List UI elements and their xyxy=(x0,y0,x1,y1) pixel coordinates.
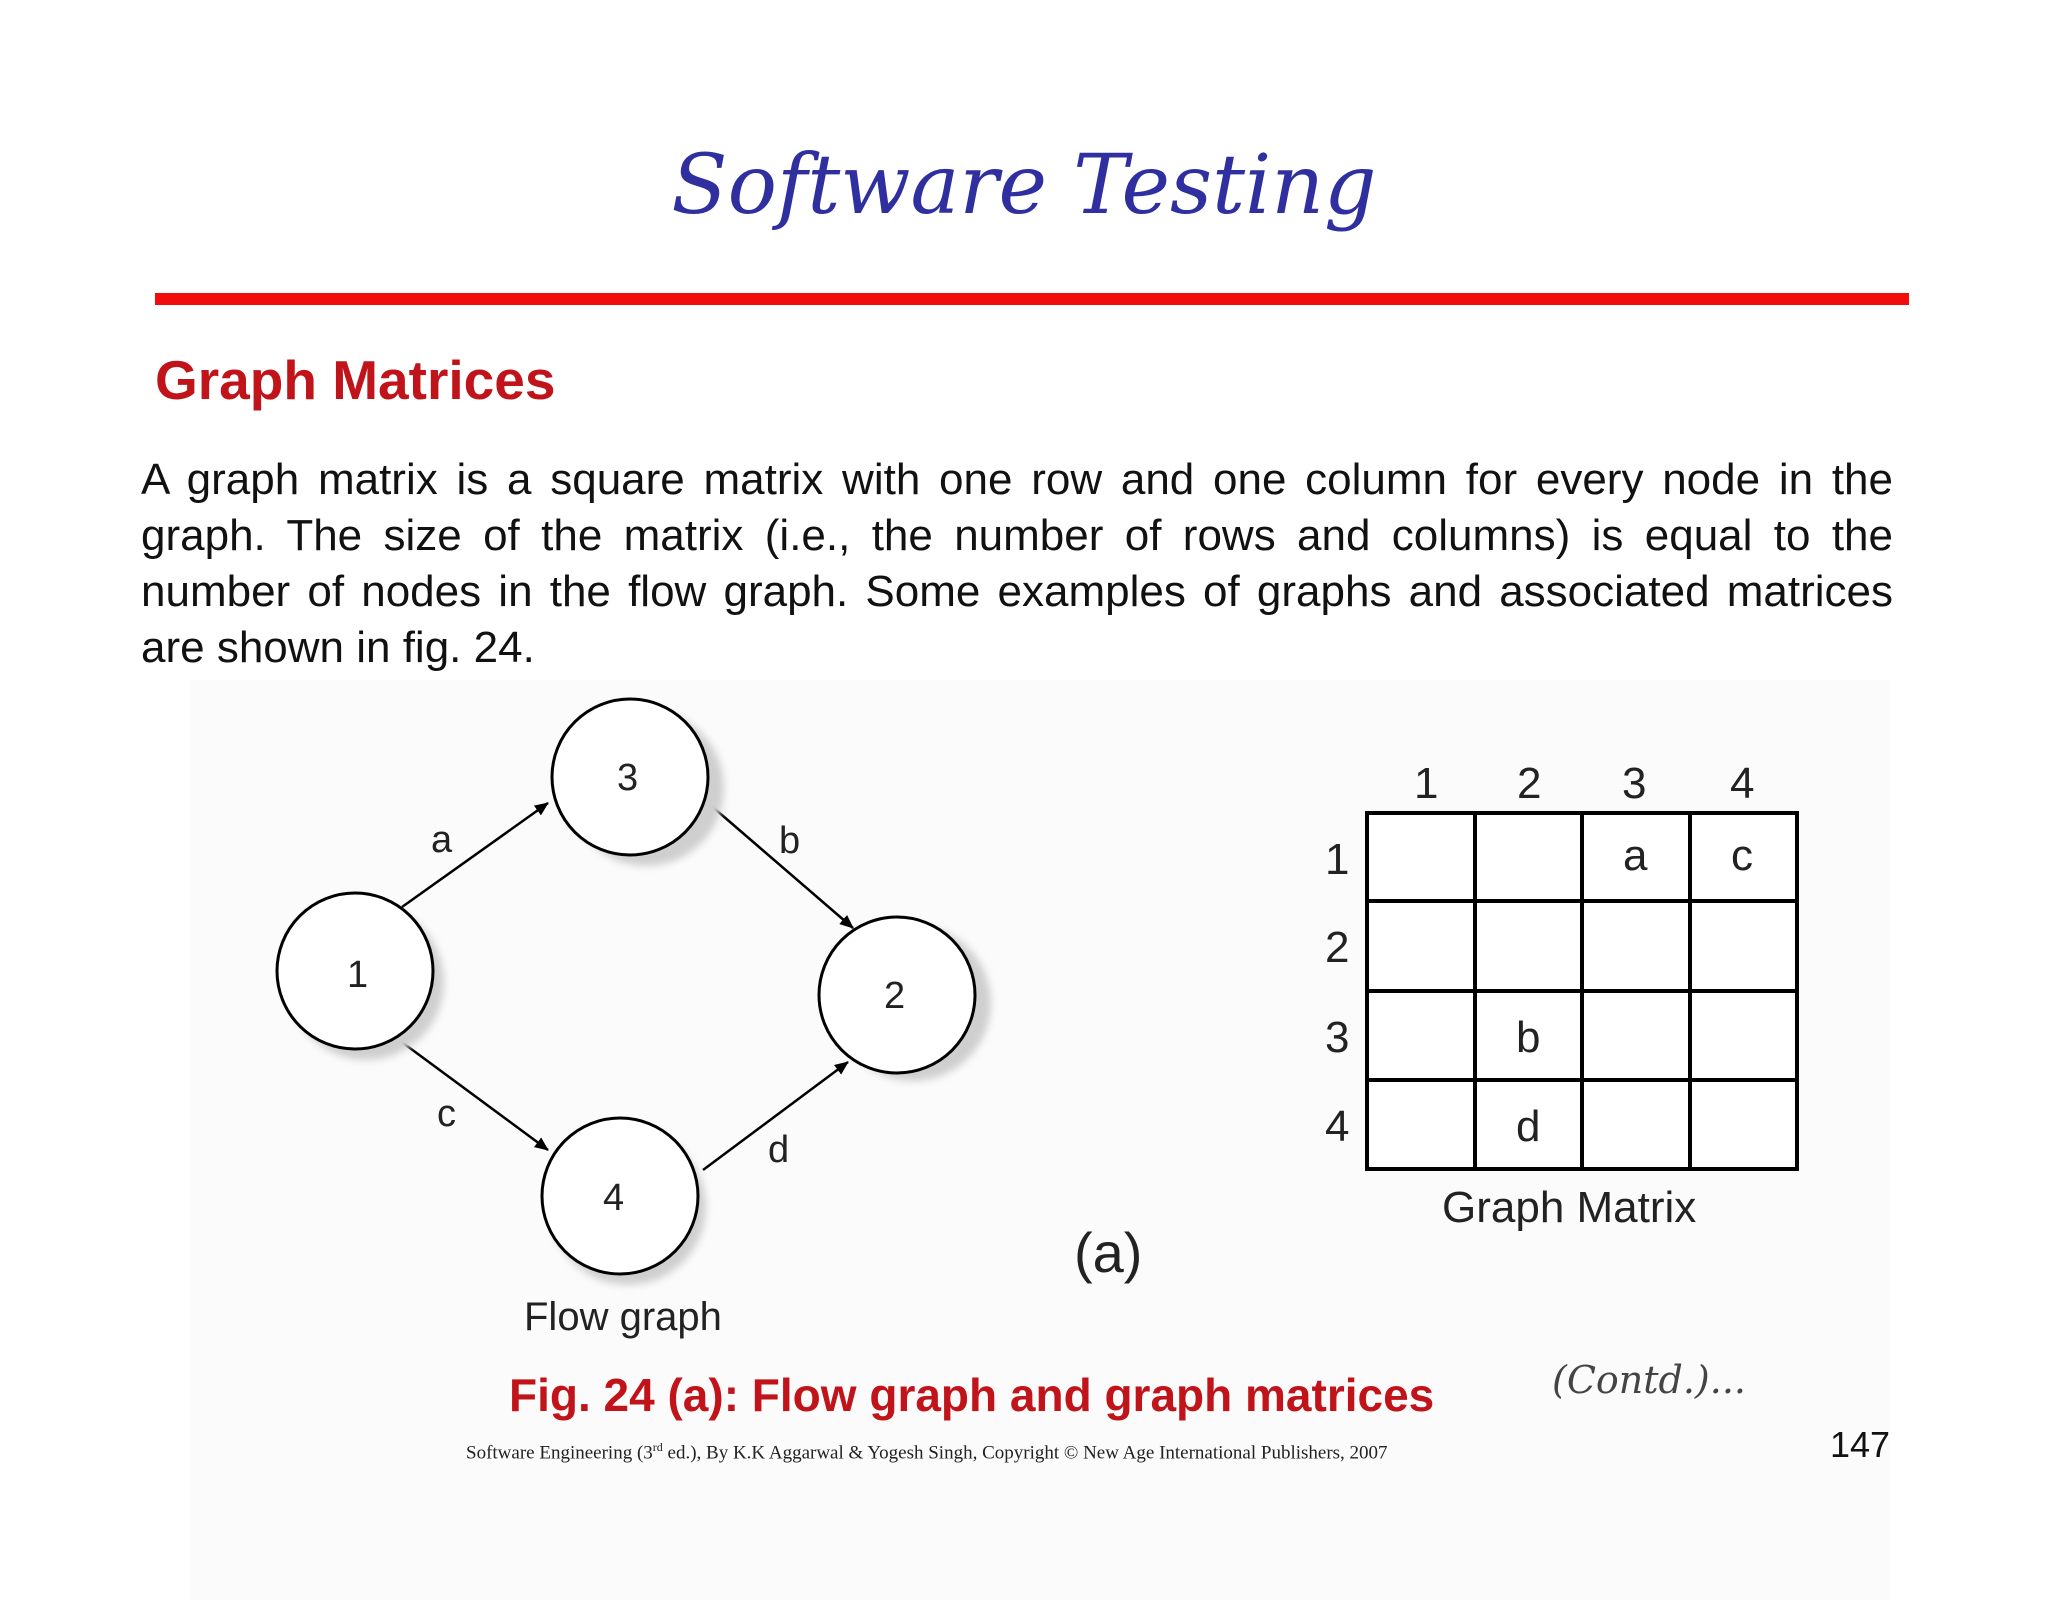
edge-d-label: d xyxy=(768,1129,790,1171)
matrix-cell-r3-c2: b xyxy=(1516,1013,1541,1062)
edge-a-arrow xyxy=(402,803,548,907)
panel-label: (a) xyxy=(1074,1221,1143,1284)
matrix-row-header-3: 3 xyxy=(1325,1013,1350,1062)
matrix-col-header-1: 1 xyxy=(1414,759,1439,808)
matrix-col-header-3: 3 xyxy=(1622,759,1647,808)
edge-c-label: c xyxy=(437,1093,456,1135)
footer-text-end: ed.), By K.K Aggarwal & Yogesh Singh, Copyright © New Age International Publishers, 2007 xyxy=(662,1442,1388,1464)
node-4-label: 4 xyxy=(603,1177,625,1219)
matrix-row-header-1: 1 xyxy=(1325,835,1350,884)
matrix-row-header-2: 2 xyxy=(1325,923,1350,972)
node-1-label: 1 xyxy=(347,954,369,996)
footer-copyright xyxy=(466,1440,1388,1464)
edge-c-arrow xyxy=(399,1040,548,1150)
node-3-label: 3 xyxy=(617,757,639,799)
edge-b-label: b xyxy=(779,820,801,862)
flow-graph-label: Flow graph xyxy=(524,1295,722,1339)
page-title: Software Testing xyxy=(671,138,1377,233)
matrix-cell-r1-c3: a xyxy=(1623,831,1648,880)
matrix-cell-r4-c2: d xyxy=(1516,1102,1541,1151)
footer-superscript: rd xyxy=(652,1440,663,1454)
matrix-cell-r1-c4: c xyxy=(1731,831,1753,880)
contd-note: (Contd.)... xyxy=(1552,1358,1746,1402)
page-number: 147 xyxy=(1830,1424,1891,1465)
matrix-col-header-4: 4 xyxy=(1730,759,1755,808)
node-2-label: 2 xyxy=(884,975,906,1017)
figure-caption: Fig. 24 (a): Flow graph and graph matrices xyxy=(509,1369,1435,1421)
matrix-row-header-4: 4 xyxy=(1325,1102,1350,1151)
edge-a-label: a xyxy=(431,819,453,861)
flow-graph xyxy=(277,699,991,1339)
footer-text-start: Software Engineering (3 xyxy=(466,1442,653,1464)
matrix-col-header-2: 2 xyxy=(1517,759,1542,808)
body-paragraph: A graph matrix is a square matrix with one row and one column for every node in the graph. The size of the matrix (i.e., the number of rows and columns) is equal to the number of nodes in the flow graph. Some examples of graphs and associated matrices are shown in fig. 24. xyxy=(141,455,1893,672)
graph-matrix-label: Graph Matrix xyxy=(1442,1183,1697,1232)
graph-matrix xyxy=(1325,759,1797,1232)
section-heading: Graph Matrices xyxy=(155,349,556,411)
